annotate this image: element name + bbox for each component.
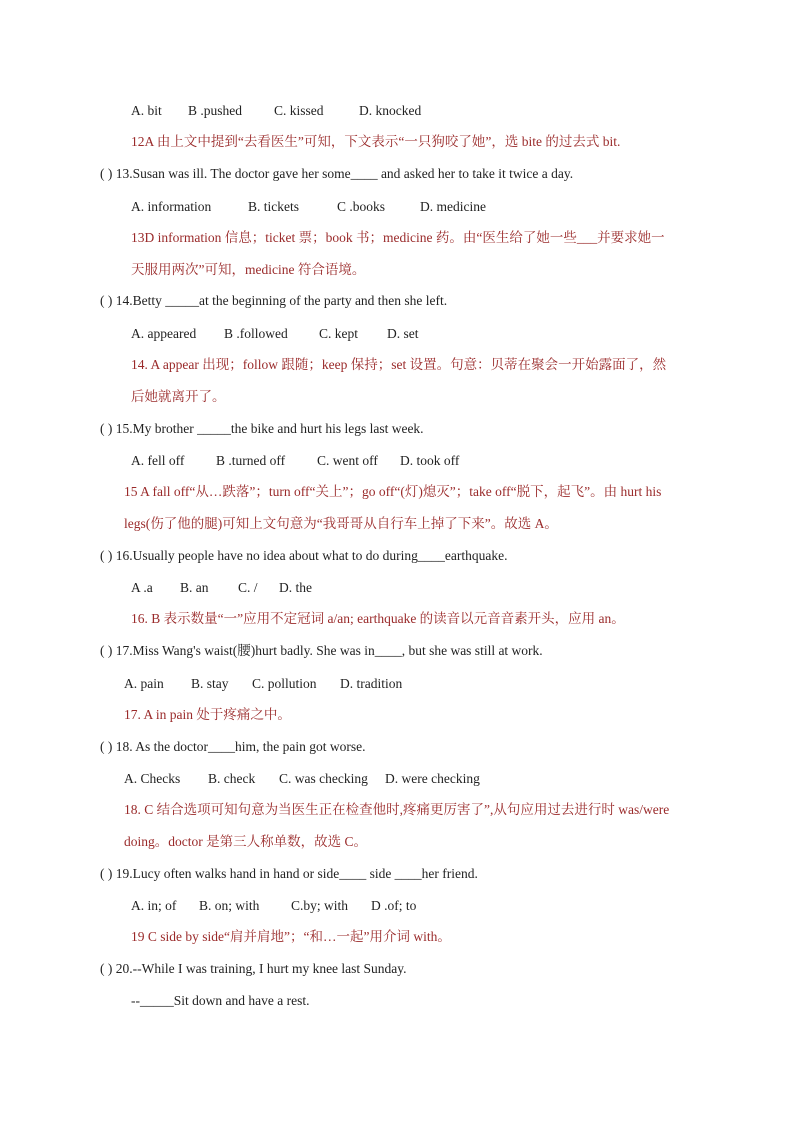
option-d: D. tradition [340, 676, 403, 691]
option-c: C. / [238, 580, 258, 595]
q15-answer-line1: 15 A fall off“从…跌落”；turn off“关上”；go off“(灯)熄灭”；take off“脱下，起飞”。由 hurt his [124, 484, 662, 499]
option-d: D. set [387, 326, 419, 341]
option-a: A. fell off [131, 453, 185, 468]
q19-stem: ( ) 19.Lucy often walks hand in hand or side____ side ____her friend. [100, 866, 478, 881]
q13-answer-line2: 天服用两次”可知，medicine 符合语境。 [131, 262, 366, 277]
option-c: C. was checking [279, 771, 368, 786]
q13-stem: ( ) 13.Susan was ill. The doctor gave her some____ and asked her to take it twice a day. [100, 166, 574, 181]
q18-answer-line2: doing。doctor 是第三人称单数，故选 C。 [124, 834, 367, 849]
q14-answer-line2: 后她就离开了。 [131, 389, 226, 404]
option-a: A. in; of [131, 898, 177, 913]
q15-answer-line2: legs(伤了他的腿)可知上文句意为“我哥哥从自行车上掉了下来”。故选 A。 [124, 516, 558, 531]
option-d: D. knocked [359, 103, 422, 118]
q13-answer-line1: 13D information 信息；ticket 票；book 书；medicine 药。由“医生给了她一些___并要求她一 [131, 230, 665, 245]
option-a: A. appeared [131, 326, 197, 341]
option-d: D. the [279, 580, 312, 595]
q18-stem: ( ) 18. As the doctor____him, the pain got worse. [100, 739, 366, 754]
option-b: B .followed [224, 326, 288, 341]
option-d: D. took off [400, 453, 460, 468]
option-b: B. check [208, 771, 256, 786]
q20-reply: --_____Sit down and have a rest. [131, 993, 310, 1008]
option-c: C .books [337, 199, 386, 214]
option-a: A. bit [131, 103, 162, 118]
option-b: B. on; with [199, 898, 260, 913]
option-d: D. were checking [385, 771, 480, 786]
q16-stem: ( ) 16.Usually people have no idea about what to do during____earthquake. [100, 548, 508, 563]
option-c: C. went off [317, 453, 378, 468]
option-a: A .a [131, 580, 153, 595]
option-a: A. information [131, 199, 212, 214]
option-b: B .pushed [188, 103, 242, 118]
q17-answer: 17. A in pain 处于疼痛之中。 [124, 707, 291, 722]
q14-answer-line1: 14. A appear 出现；follow 跟随；keep 保持；set 设置。句意：贝蒂在聚会一开始露面了，然 [131, 357, 667, 372]
option-b: B .turned off [216, 453, 286, 468]
q14-stem: ( ) 14.Betty _____at the beginning of the party and then she left. [100, 293, 448, 308]
option-c: C.by; with [291, 898, 349, 913]
option-b: B. stay [191, 676, 229, 691]
option-a: A. pain [124, 676, 164, 691]
q19-answer: 19 C side by side“肩并肩地”；“和…一起”用介词 with。 [131, 929, 451, 944]
option-d: D. medicine [420, 199, 486, 214]
option-b: B. an [180, 580, 209, 595]
option-a: A. Checks [124, 771, 181, 786]
option-d: D .of; to [371, 898, 417, 913]
q20-stem: ( ) 20.--While I was training, I hurt my knee last Sunday. [100, 961, 407, 976]
q12-answer: 12A 由上文中提到“去看医生”可知，下文表示“一只狗咬了她”，选 bite 的过去式 bit. [131, 134, 621, 149]
option-c: C. kissed [274, 103, 324, 118]
option-c: C. pollution [252, 676, 317, 691]
q18-answer-line1: 18. C 结合选项可知句意为当医生正在检查他时,疼痛更厉害了”,从句应用过去进行时 was/were [124, 802, 670, 817]
q17-stem: ( ) 17.Miss Wang's waist(腰)hurt badly. She was in____, but she was still at work. [100, 643, 543, 658]
q15-stem: ( ) 15.My brother _____the bike and hurt his legs last week. [100, 421, 424, 436]
option-c: C. kept [319, 326, 358, 341]
q16-answer: 16. B 表示数量“一”应用不定冠词 a/an; earthquake 的读音以元音音素开头，应用 an。 [131, 611, 625, 626]
option-b: B. tickets [248, 199, 299, 214]
